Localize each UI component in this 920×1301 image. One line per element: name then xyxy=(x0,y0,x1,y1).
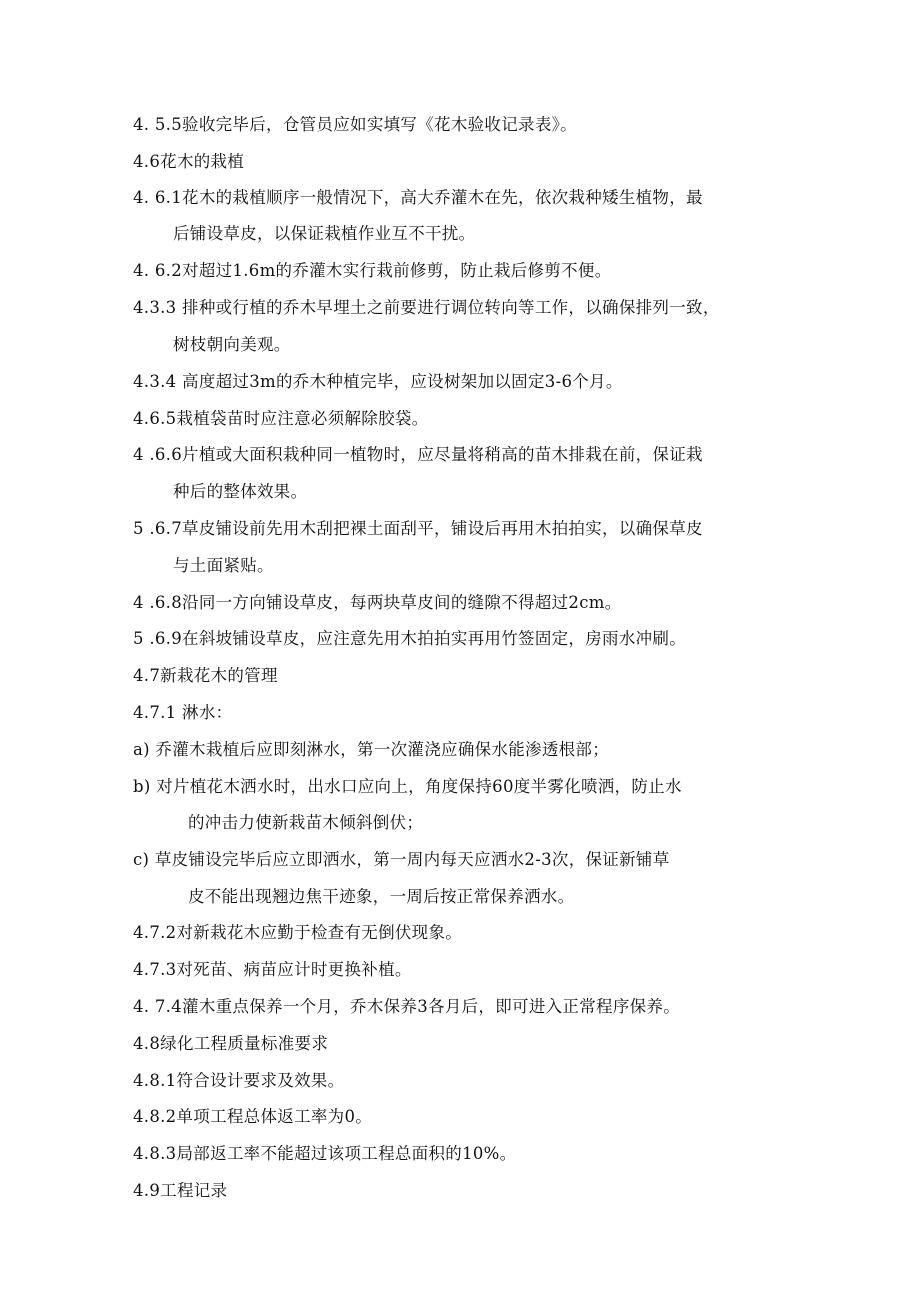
text-line-5-6-7: 5 .6.7草皮铺设前先用木刮把裸土面刮平，铺设后再用木拍拍实，以确保草皮 xyxy=(133,519,703,538)
text-line-4-8-3: 4.8.3局部返工率不能超过该项工程总面积的10%。 xyxy=(133,1144,517,1163)
list-item-c-cont: 皮不能出现翘边焦干迹象，一周后按正常保养洒水。 xyxy=(188,887,575,906)
text-line-4-6-2: 4. 6.2对超过1.6m的乔灌木实行栽前修剪，防止栽后修剪不便。 xyxy=(133,261,612,280)
text-line-4-6-5: 4.6.5栽植袋苗时应注意必须解除胶袋。 xyxy=(133,409,429,428)
text-line-4-5-5: 4. 5.5验收完毕后，仓管员应如实填写《花木验收记录表》。 xyxy=(133,115,577,134)
heading-4-8: 4.8绿化工程质量标准要求 xyxy=(133,1034,329,1053)
text-line-4-8-1: 4.8.1符合设计要求及效果。 xyxy=(133,1071,345,1090)
text-line-4-7-4: 4. 7.4灌木重点保养一个月，乔木保养3各月后，即可进入正常程序保养。 xyxy=(133,997,681,1016)
text-line-4-6-1: 4. 6.1花木的栽植顺序一般情况下，高大乔灌木在先，依次栽种矮生植物，最 xyxy=(133,188,703,207)
text-line-4-6-6: 4 .6.6片植或大面积栽种同一植物时，应尽量将稍高的苗木排栽在前，保证栽 xyxy=(133,445,703,464)
text-line-4-8-2: 4.8.2单项工程总体返工率为0。 xyxy=(133,1107,373,1126)
text-line-4-7-3: 4.7.3对死苗、病苗应计时更换补植。 xyxy=(133,960,412,979)
text-line-4-3-4: 4.3.4 高度超过3m的乔木种植完毕，应设树架加以固定3-6个月。 xyxy=(133,372,623,391)
list-item-b-cont: 的冲击力使新栽苗木倾斜倒伏； xyxy=(188,813,424,832)
list-item-a: a) 乔灌木栽植后应即刻淋水，第一次灌浇应确保水能渗透根部； xyxy=(133,740,610,759)
list-item-c: c) 草皮铺设完毕后应立即洒水，第一周内每天应洒水2-3次，保证新铺草 xyxy=(133,850,670,869)
text-line-4-3-3: 4.3.3 排种或行植的乔木早埋土之前要进行调位转向等工作，以确保排列一致， xyxy=(133,298,720,317)
heading-4-7: 4.7新栽花木的管理 xyxy=(133,666,278,685)
text-line-4-7-1: 4.7.1 淋水： xyxy=(133,703,233,722)
text-line-5-6-7-cont: 与土面紧贴。 xyxy=(173,556,274,575)
heading-4-6: 4.6花木的栽植 xyxy=(133,152,245,171)
text-line-4-6-1-cont: 后铺设草皮，以保证栽植作业互不干扰。 xyxy=(173,224,476,243)
text-line-5-6-9: 5 .6.9在斜坡铺设草皮，应注意先用木拍拍实再用竹签固定，房雨水冲刷。 xyxy=(133,629,687,648)
text-line-4-6-8: 4 .6.8沿同一方向铺设草皮，每两块草皮间的缝隙不得超过2cm。 xyxy=(133,593,622,612)
text-line-4-3-3-cont: 树枝朝向美观。 xyxy=(173,335,291,354)
heading-4-9: 4.9工程记录 xyxy=(133,1181,228,1200)
list-item-b: b) 对片植花木洒水时，出水口应向上，角度保持60度半雾化喷洒，防止水 xyxy=(133,777,682,796)
text-line-4-7-2: 4.7.2对新栽花木应勤于检查有无倒伏现象。 xyxy=(133,923,463,942)
text-line-4-6-6-cont: 种后的整体效果。 xyxy=(173,482,308,501)
